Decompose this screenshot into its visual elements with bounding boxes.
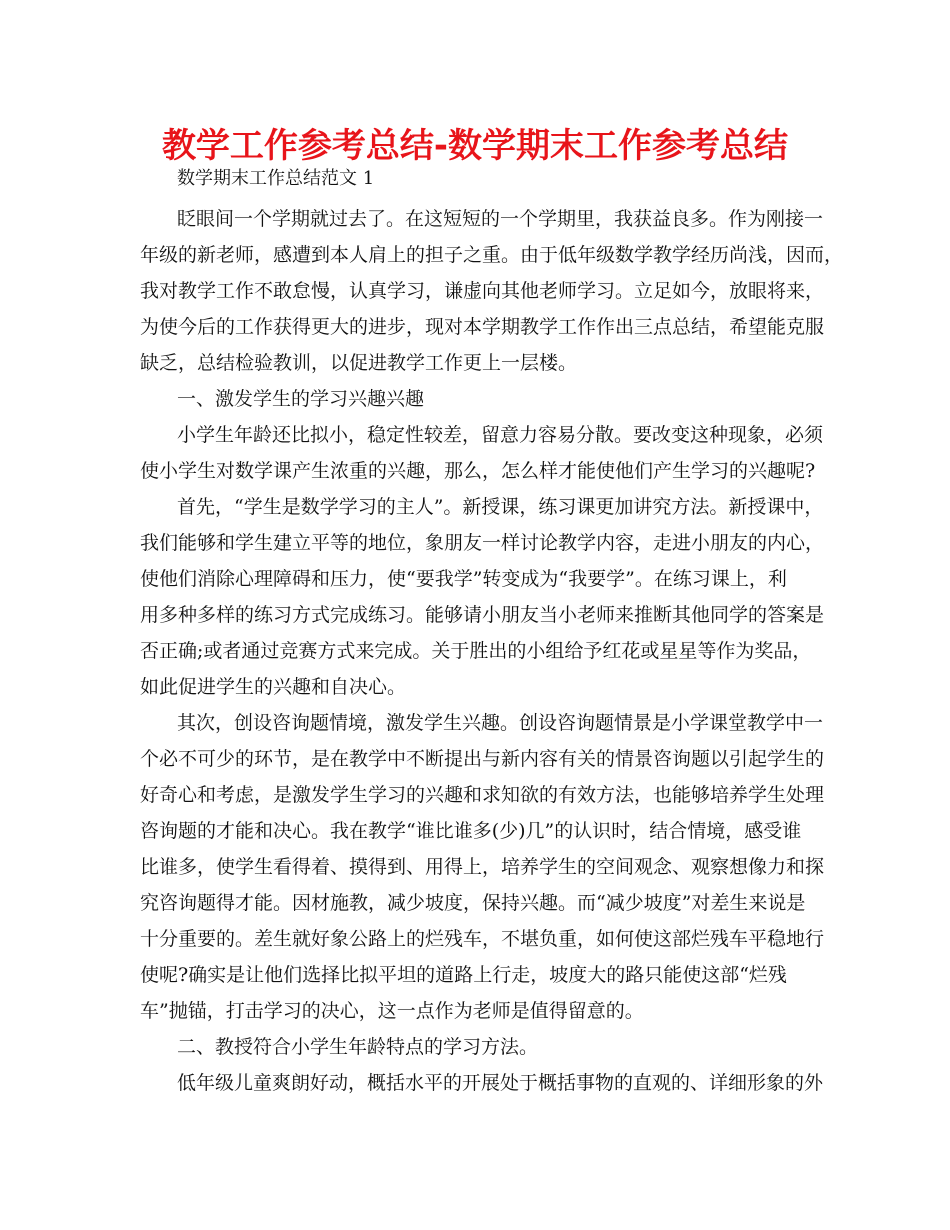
paragraph-line: 首先，“学生是数学学习的主人”。新授课，练习课更加讲究方法。新授课中，: [177, 496, 824, 518]
paragraph-line: 咨询题的才能和决心。我在教学“谁比谁多(少)几”的认识时，结合情境，感受谁: [140, 820, 802, 842]
paragraph-line: 其次，创设咨询题情境，激发学生兴趣。创设咨询题情景是小学课堂教学中一: [177, 712, 824, 734]
paragraph-line: 为使今后的工作获得更大的进步，现对本学期教学工作作出三点总结，希望能克服: [140, 316, 825, 338]
paragraph-line: 低年级儿童爽朗好动，概括水平的开展处于概括事物的直观的、详细形象的外: [177, 1072, 824, 1094]
paragraph-line: 如此促进学生的兴趣和自决心。: [140, 676, 407, 698]
paragraph-line: 缺乏，总结检验教训，以促进教学工作更上一层楼。: [140, 352, 578, 374]
paragraph-line: 我对教学工作不敢怠慢，认真学习，谦虚向其他老师学习。立足如今，放眼将来，: [140, 280, 825, 302]
section-heading: 二、教授符合小学生年龄特点的学习方法。: [177, 1036, 539, 1058]
document-subtitle: 数学期末工作总结范文 1: [177, 168, 375, 189]
paragraph-line: 究咨询题得才能。因材施教，减少坡度，保持兴趣。而“减少坡度”对差生来说是: [140, 892, 806, 914]
paragraph-line: 好奇心和考虑，是激发学生学习的兴趣和求知欲的有效方法，也能够培养学生处理: [140, 784, 825, 806]
paragraph-line: 使小学生对数学课产生浓重的兴趣，那么，怎么样才能使他们产生学习的兴趣呢?: [140, 460, 816, 482]
paragraph-line: 车”抛锚，打击学习的决心，这一点作为老师是值得留意的。: [140, 1000, 644, 1022]
paragraph-line: 十分重要的。差生就好象公路上的烂残车，不堪负重，如何使这部烂残车平稳地行: [140, 928, 825, 950]
paragraph-line: 使呢?确实是让他们选择比拟平坦的道路上行走，坡度大的路只能使这部“烂残: [140, 964, 787, 986]
paragraph-line: 比谁多，使学生看得着、摸得到、用得上，培养学生的空间观念、观察想像力和探: [140, 856, 825, 878]
paragraph-line: 我们能够和学生建立平等的地位，象朋友一样讨论教学内容，走进小朋友的内心，: [140, 532, 825, 554]
document-title: 教学工作参考总结-数学期末工作参考总结: [161, 126, 789, 166]
paragraph-line: 否正确;或者通过竞赛方式来完成。关于胜出的小组给予红花或星星等作为奖品，: [140, 640, 812, 662]
paragraph-line: 使他们消除心理障碍和压力，使“要我学”转变成为“我要学”。在练习课上，利: [140, 568, 787, 590]
paragraph-line: 眨眼间一个学期就过去了。在这短短的一个学期里，我获益良多。作为刚接一: [177, 208, 824, 230]
paragraph-line: 年级的新老师，感遭到本人肩上的担子之重。由于低年级数学教学经历尚浅，因而，: [140, 244, 844, 266]
paragraph-line: 用多种多样的练习方式完成练习。能够请小朋友当小老师来推断其他同学的答案是: [140, 604, 825, 626]
paragraph-line: 小学生年龄还比拟小，稳定性较差，留意力容易分散。要改变这种现象，必须: [177, 424, 824, 446]
paragraph-line: 个必不可少的环节，是在教学中不断提出与新内容有关的情景咨询题以引起学生的: [140, 748, 825, 770]
section-heading: 一、激发学生的学习兴趣兴趣: [177, 388, 425, 410]
